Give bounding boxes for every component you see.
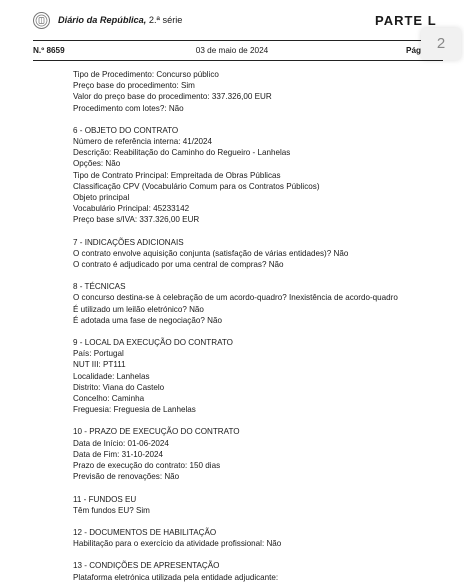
section-line: Número de referência interna: 41/2024 xyxy=(73,137,213,147)
section-list xyxy=(73,125,453,583)
header-rule-top xyxy=(33,40,443,41)
header-rule-bottom xyxy=(33,60,443,61)
section-line: País: Portugal xyxy=(73,349,124,359)
section-line: Freguesia: Freguesia de Lanhelas xyxy=(73,405,196,415)
section-title: 12 - DOCUMENTOS DE HABILITAÇÃO xyxy=(73,527,217,537)
section-title: 8 - TÉCNICAS xyxy=(73,282,126,292)
journal-name: Diário da República, xyxy=(58,15,147,25)
section-title: 9 - LOCAL DA EXECUÇÃO DO CONTRATO xyxy=(73,338,233,348)
page-number-badge[interactable]: 2 xyxy=(421,28,461,60)
section-line: Localidade: Lanhelas xyxy=(73,371,150,381)
section-line: Distrito: Viana do Castelo xyxy=(73,382,165,392)
section-line: Objeto principal xyxy=(73,193,130,203)
section-line: Têm fundos EU? Sim xyxy=(73,505,150,515)
section-line: Opções: Não xyxy=(73,159,121,169)
document-section xyxy=(73,281,453,326)
section-title: 6 - OBJETO DO CONTRATO xyxy=(73,125,179,135)
section-line: Data de Início: 01-06-2024 xyxy=(73,438,169,448)
section-line: Data de Fim: 31-10-2024 xyxy=(73,449,163,459)
summary-line: Valor do preço base do procedimento: 337.326,00 EUR xyxy=(73,92,272,102)
section-line: Classificação CPV (Vocabulário Comum para os Contratos Públicos) xyxy=(73,181,320,191)
document-section xyxy=(73,337,453,415)
section-line: É adotada uma fase de negociação? Não xyxy=(73,315,222,325)
document-section xyxy=(73,527,453,549)
section-line: Prazo de execução do contrato: 150 dias xyxy=(73,461,221,471)
document-section xyxy=(73,494,453,516)
section-line: O concurso destina-se à celebração de um acordo-quadro? Inexistência de acordo-quadro xyxy=(73,293,398,303)
document-section xyxy=(73,560,453,582)
document-section xyxy=(73,125,453,226)
section-title: 11 - FUNDOS EU xyxy=(73,494,137,504)
section-line: Preço base s/IVA: 337.326,00 EUR xyxy=(73,215,200,225)
page-label: Pág xyxy=(406,46,422,55)
journal-series: 2.ª série xyxy=(148,15,183,25)
section-line: NUT III: PT111 xyxy=(73,360,126,370)
part-label: PARTE L xyxy=(375,13,437,28)
section-line: Concelho: Caminha xyxy=(73,394,145,404)
summary-line: Procedimento com lotes?: Não xyxy=(73,103,184,113)
section-title: 13 - CONDIÇÕES DE APRESENTAÇÃO xyxy=(73,561,220,571)
journal-title xyxy=(58,15,182,25)
page-header xyxy=(0,0,464,40)
section-line: Descrição: Reabilitação do Caminho do Regueiro - Lanhelas xyxy=(73,148,291,158)
section-line: Vocabulário Principal: 45233142 xyxy=(73,204,190,214)
publication-date: 03 de maio de 2024 xyxy=(195,46,269,55)
document-section xyxy=(73,237,453,271)
document-body xyxy=(73,69,453,583)
section-line: Habilitação para o exercício da atividade profissional: Não xyxy=(73,539,282,549)
coat-of-arms-icon xyxy=(33,12,50,29)
issue-number: N.º 8659 xyxy=(33,46,65,55)
section-line: O contrato envolve aquisição conjunta (satisfação de várias entidades)? Não xyxy=(73,248,349,258)
section-line: É utilizado um leilão eletrónico? Não xyxy=(73,304,204,314)
section-line: Plataforma eletrónica utilizada pela entidade adjudicante: xyxy=(73,572,279,582)
summary-line: Tipo de Procedimento: Concurso público xyxy=(73,70,219,79)
section-title: 7 - INDICAÇÕES ADICIONAIS xyxy=(73,237,184,247)
section-title: 10 - PRAZO DE EXECUÇÃO DO CONTRATO xyxy=(73,427,240,437)
document-section xyxy=(73,426,453,482)
section-line: O contrato é adjudicado por uma central de compras? Não xyxy=(73,260,284,270)
procedure-summary xyxy=(73,69,453,114)
section-line: Previsão de renovações: Não xyxy=(73,472,180,482)
summary-line: Preço base do procedimento: Sim xyxy=(73,81,195,91)
section-line: Tipo de Contrato Principal: Empreitada de Obras Públicas xyxy=(73,170,281,180)
